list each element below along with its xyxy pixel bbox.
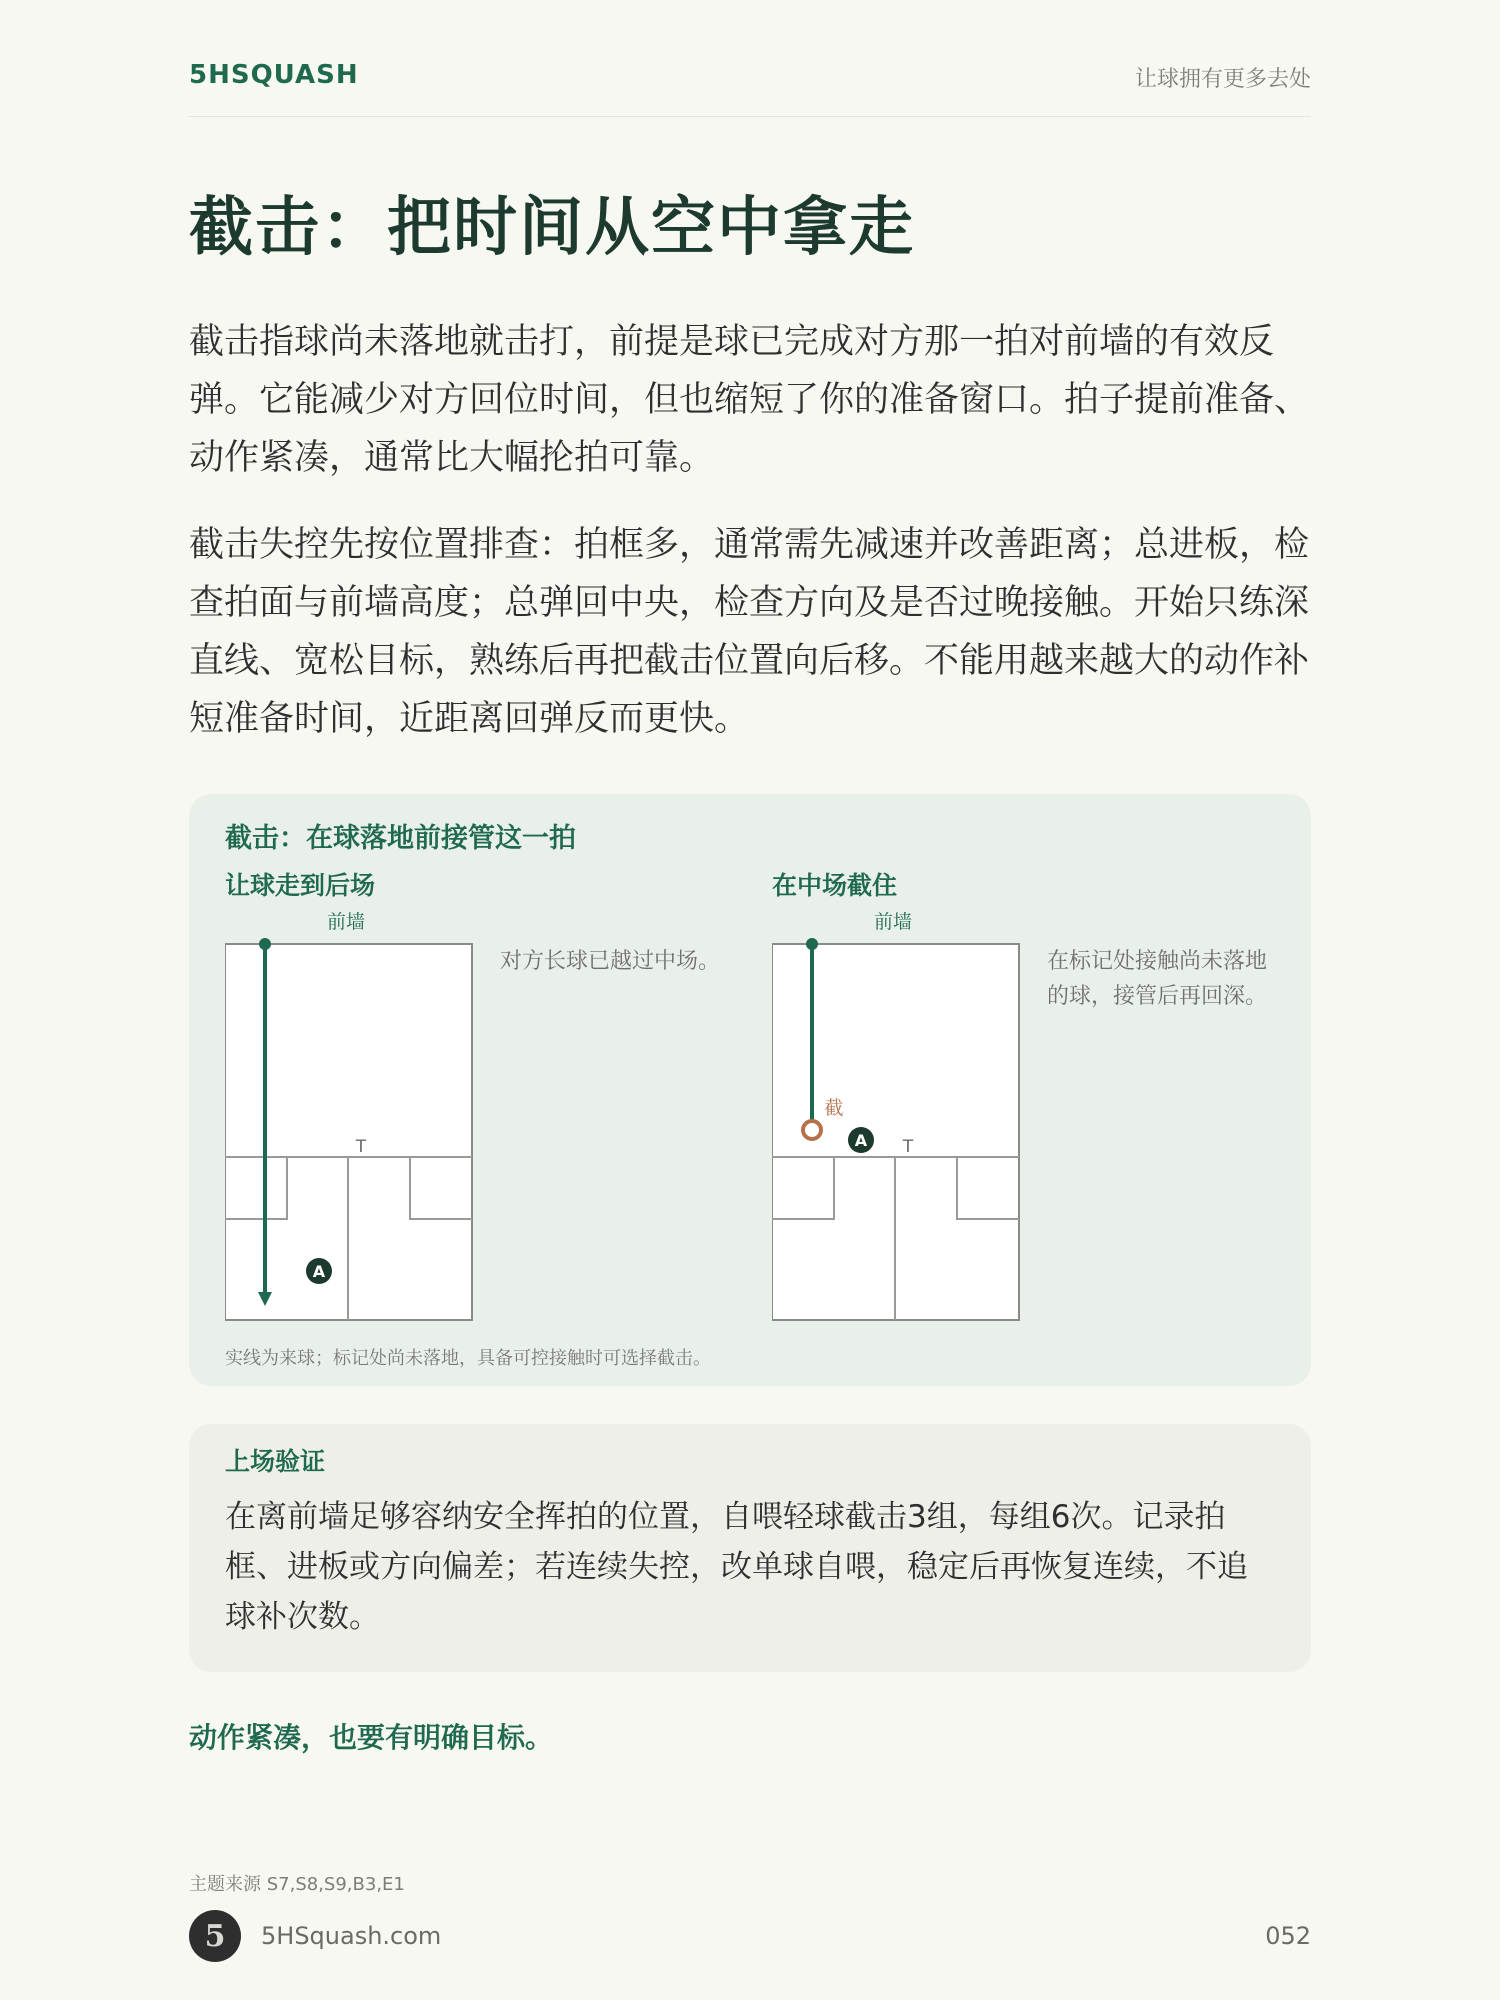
logo-glyph: 5 [204, 1919, 226, 1954]
page-header [189, 56, 1311, 117]
tagline: 让球拥有更多去处 [1134, 67, 1311, 92]
panel-note-mid-court: 在标记处接触尚未落地的球，接管后再回深。 [1047, 949, 1268, 1009]
figure-caption: 实线为来球；标记处尚未落地，具备可控接触时可选择截击。 [225, 1348, 711, 1369]
on-court-check-box [189, 1424, 1311, 1672]
brand-logo-text: 5HSQUASH [189, 60, 359, 90]
panel-title-back-court: 让球走到后场 [225, 871, 376, 900]
ball-origin-dot [259, 938, 271, 950]
court-diagram-mid-court [772, 902, 1042, 1322]
closing-note: 动作紧凑，也要有明确目标。 [189, 1721, 554, 1754]
volley-figure [189, 794, 1311, 1386]
site-logo-icon [189, 1910, 241, 1962]
panel-note-back-court: 对方长球已越过中场。 [500, 949, 721, 974]
intro-paragraph: 截击指球尚未落地就击打，前提是球已完成对方那一拍对前墙的有效反弹。它能减少对方回位时间，但也缩短了你的准备窗口。拍子提前准备、动作紧凑，通常比大幅抡拍可靠。 [189, 322, 1310, 478]
front-wall-label: 前墙 [873, 911, 913, 933]
ball-origin-dot [806, 938, 818, 950]
t-label: T [355, 1137, 367, 1157]
intercept-label: 截 [824, 1097, 844, 1119]
troubleshooting-paragraph: 截击失控先按位置排查：拍框多，通常需先减速并改善距离；总进板，检查拍面与前墙高度；总弹回中央，检查方向及是否过晚接触。开始只练深直线、宽松目标，熟练后再把截击位置向后移。不能用越来越大的动作补短准备时间，近距离回弹反而更快。 [189, 525, 1310, 739]
front-wall-label: 前墙 [326, 911, 366, 933]
page [189, 0, 1311, 2000]
page-number: 052 [1265, 1922, 1311, 1950]
site-url: 5HSquash.com [261, 1922, 442, 1950]
player-label: A [854, 1131, 868, 1150]
court-diagram-back-court [225, 902, 495, 1322]
verify-title: 上场验证 [225, 1447, 326, 1476]
verify-text: 在离前墙足够容纳安全挥拍的位置，自喂轻球截击3组，每组6次。记录拍框、进板或方向偏差；若连续失控，改单球自喂，稳定后再恢复连续，不追球补次数。 [225, 1499, 1248, 1635]
player-label: A [312, 1262, 326, 1281]
figure-title: 截击：在球落地前接管这一拍 [225, 823, 576, 854]
panel-title-mid-court: 在中场截住 [772, 871, 898, 900]
page-title: 截击：把时间从空中拿走 [189, 191, 915, 265]
source-note: 主题来源 S7,S8,S9,B3,E1 [189, 1874, 405, 1895]
t-label: T [902, 1137, 914, 1157]
